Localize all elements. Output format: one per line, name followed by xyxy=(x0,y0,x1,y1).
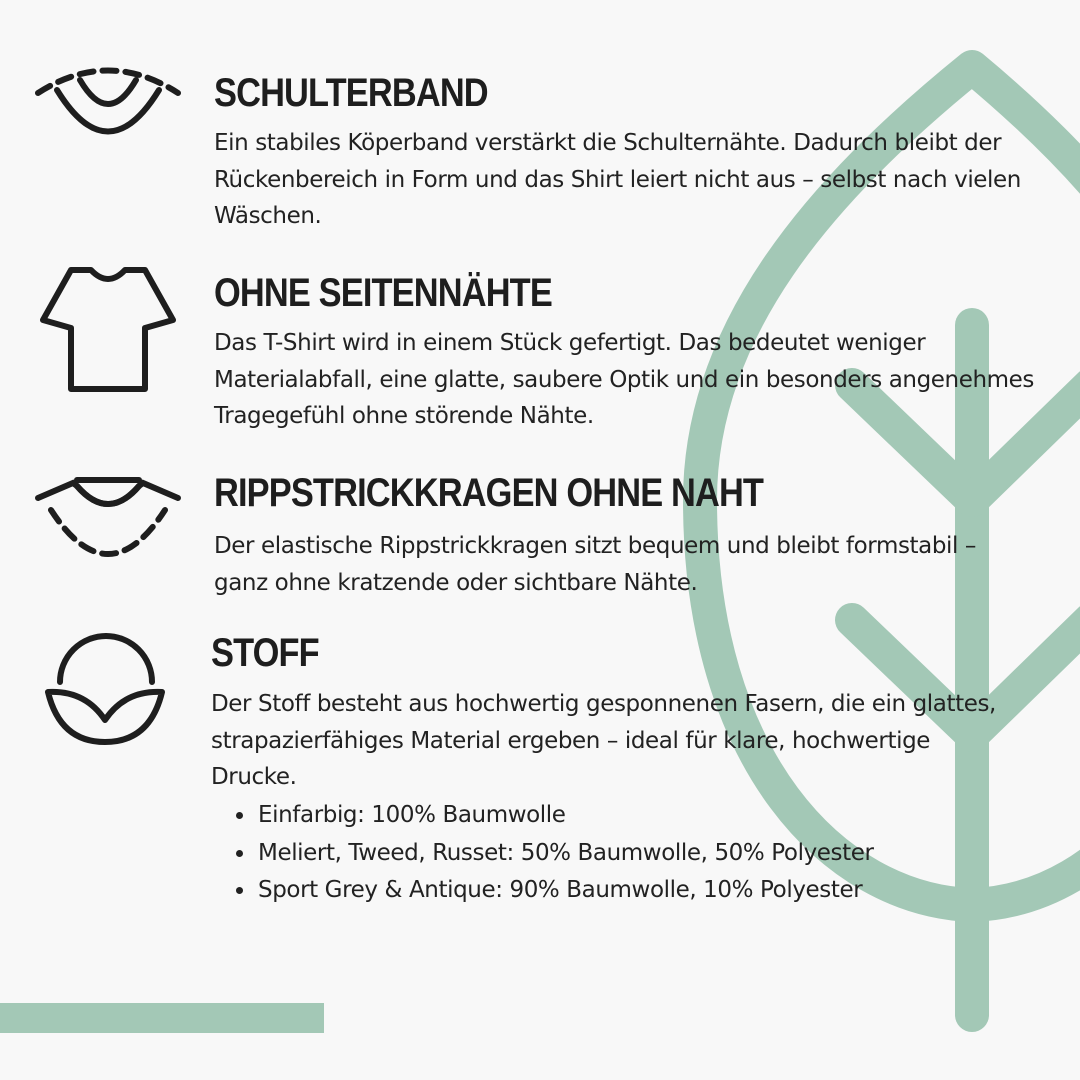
feature-description-rib-collar: Der elastische Rippstrickkragen sitzt bequem und bleibt formstabil – ganz ohne kratzende oder sichtbare Nähte. xyxy=(214,533,977,596)
list-item: • Einfarbig: 100% Baumwolle xyxy=(256,797,874,835)
list-item: • Meliert, Tweed, Russet: 50% Baumwolle, 50% Polyester xyxy=(256,835,874,873)
shoulder-tape-icon xyxy=(33,38,183,188)
decorative-bar xyxy=(0,1003,324,1033)
feature-title-fabric: STOFF xyxy=(211,631,319,675)
rib-collar-icon xyxy=(33,458,183,608)
feature-description-no-side-seams: Das T-Shirt wird in einem Stück gefertigt. Das bedeutet weniger Materialabfall, eine glatte, saubere Optik und ein besonders angenehmes Tragegefühl ohne störende Nähte. xyxy=(214,330,1034,429)
feature-title-shoulder-tape: SCHULTERBAND xyxy=(214,71,488,115)
feature-title-rib-collar: RIPPSTRICKKRAGEN OHNE NAHT xyxy=(214,471,764,515)
feature-description-fabric: Der Stoff besteht aus hochwertig gesponnenen Fasern, die ein glattes, strapazierfähiges Material ergeben – ideal für klare, hochwertige Drucke. xyxy=(211,691,996,790)
fabric-icon xyxy=(30,620,180,770)
feature-description-shoulder-tape: Ein stabiles Köperband verstärkt die Schulternähte. Dadurch bleibt der Rückenbereich in Form und das Shirt leiert nicht aus – selbst nach vielen Wäschen. xyxy=(214,130,1021,229)
fabric-composition-list xyxy=(232,797,874,910)
tshirt-icon xyxy=(33,258,183,408)
list-item: • Sport Grey & Antique: 90% Baumwolle, 10% Polyester xyxy=(256,872,874,910)
feature-title-no-side-seams: OHNE SEITENNÄHTE xyxy=(214,271,552,315)
